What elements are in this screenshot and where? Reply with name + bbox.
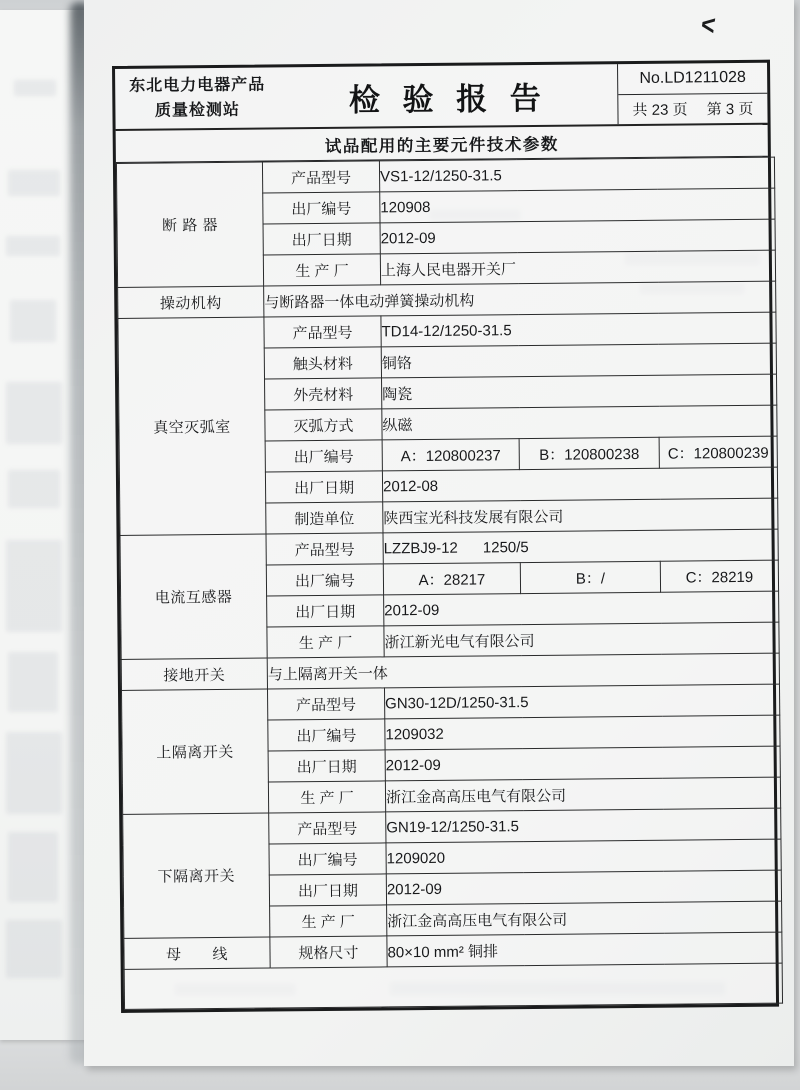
field-label: 产品型号 — [264, 316, 381, 348]
section-label: 下隔离开关 — [123, 813, 270, 938]
bleedthrough-artifact — [8, 470, 60, 508]
org-name-line2: 质量检测站 — [154, 101, 241, 120]
field-value: 120908 — [380, 188, 775, 223]
field-value: VS1-12/1250-31.5 — [379, 157, 774, 192]
bleedthrough-artifact — [8, 832, 58, 902]
field-value: 2012-09 — [385, 746, 780, 781]
field-value: 80×10 mm² 铜排 — [387, 932, 782, 967]
field-value: GN30-12D/1250-31.5 — [384, 684, 779, 719]
bleedthrough-artifact — [8, 652, 58, 712]
field-value: 2012-09 — [380, 219, 775, 254]
field-label: 出厂日期 — [268, 750, 385, 782]
corner-check-mark: < — [698, 9, 718, 42]
bleedthrough-artifact — [6, 920, 62, 978]
table-row-empty — [124, 963, 782, 1009]
field-value: 与断路器一体电动弹簧操动机构 — [264, 281, 776, 317]
field-label: 生 产 厂 — [267, 626, 384, 658]
empty-cell — [124, 963, 782, 1009]
bleedthrough-artifact — [6, 540, 62, 632]
section-label: 母 线 — [124, 937, 270, 969]
report-number-block — [617, 63, 768, 124]
field-label: 生 产 厂 — [263, 254, 380, 286]
serial-phase-a: A：120800237 — [382, 439, 519, 471]
report-number: No.LD1211028 — [618, 63, 767, 96]
serial-phase-b: B：/ — [520, 561, 660, 593]
field-label: 出厂日期 — [265, 471, 382, 503]
org-name-line1: 东北电力电器产品 — [129, 76, 266, 95]
serial-phase-b: B：120800238 — [519, 437, 659, 469]
field-label: 生 产 厂 — [270, 905, 387, 937]
field-label: 外壳材料 — [265, 378, 382, 410]
report-header — [115, 63, 768, 131]
field-label: 出厂日期 — [269, 874, 386, 906]
field-value: 浙江新光电气有限公司 — [384, 622, 779, 657]
bleedthrough-artifact — [14, 80, 56, 96]
serial-phase-a: A：28217 — [383, 563, 520, 595]
field-value: 陕西宝光科技发展有限公司 — [383, 498, 778, 533]
field-label: 产品型号 — [269, 812, 386, 844]
field-value: 上海人民电器开关厂 — [380, 250, 775, 285]
issuing-organization — [115, 67, 280, 129]
field-value: 与上隔离开关一体 — [267, 653, 779, 689]
section-label: 电流互感器 — [120, 534, 267, 659]
field-value: 纵磁 — [382, 405, 777, 440]
section-label: 操动机构 — [118, 286, 264, 318]
field-label: 规格尺寸 — [270, 936, 387, 968]
field-value: 浙江金高高压电气有限公司 — [387, 901, 782, 936]
table-title: 试品配用的主要元件技术参数 — [116, 125, 768, 163]
bleedthrough-artifact — [6, 382, 62, 444]
field-value: 1209032 — [385, 715, 780, 750]
field-label: 产品型号 — [262, 161, 379, 193]
section-label: 上隔离开关 — [121, 689, 268, 814]
field-label: 制造单位 — [266, 502, 383, 534]
field-label: 产品型号 — [267, 688, 384, 720]
field-label: 出厂编号 — [266, 564, 383, 596]
field-value: 铜铬 — [381, 343, 776, 378]
field-value: 1209020 — [386, 839, 781, 874]
field-value: 陶瓷 — [382, 374, 777, 409]
report-title: 检 验 报 告 — [348, 80, 548, 118]
bleedthrough-artifact — [6, 732, 62, 814]
section-label: 接地开关 — [121, 658, 267, 690]
field-value: LZZBJ9-12 1250/5 — [383, 529, 778, 564]
field-label: 出厂日期 — [263, 223, 380, 255]
field-value: GN19-12/1250-31.5 — [386, 808, 781, 843]
section-label: 真空灭弧室 — [118, 317, 266, 535]
components-table — [116, 157, 783, 1010]
serial-phase-c: C：120800239 — [659, 436, 777, 468]
field-value: TD14-12/1250-31.5 — [381, 312, 776, 347]
field-label: 产品型号 — [266, 533, 383, 565]
bleedthrough-artifact — [6, 236, 60, 256]
field-value: 2012-09 — [386, 870, 781, 905]
field-label: 生 产 厂 — [268, 781, 385, 813]
bleedthrough-artifact — [8, 170, 60, 196]
field-label: 触头材料 — [264, 347, 381, 379]
field-label: 灭弧方式 — [265, 409, 382, 441]
field-label: 出厂日期 — [267, 595, 384, 627]
field-label: 出厂编号 — [265, 440, 382, 472]
bleedthrough-artifact — [10, 300, 56, 342]
field-value: 浙江金高高压电气有限公司 — [385, 777, 780, 812]
page-count: 共 23 页 第 3 页 — [632, 100, 754, 120]
section-label: 断 路 器 — [116, 162, 263, 287]
field-value: 2012-09 — [384, 591, 779, 626]
field-label: 出厂编号 — [269, 843, 386, 875]
field-label: 出厂编号 — [263, 192, 380, 224]
field-value: 2012-08 — [382, 467, 777, 502]
inspection-report-table — [112, 60, 779, 1013]
serial-phase-c: C：28219 — [660, 560, 778, 592]
field-label: 出厂编号 — [268, 719, 385, 751]
